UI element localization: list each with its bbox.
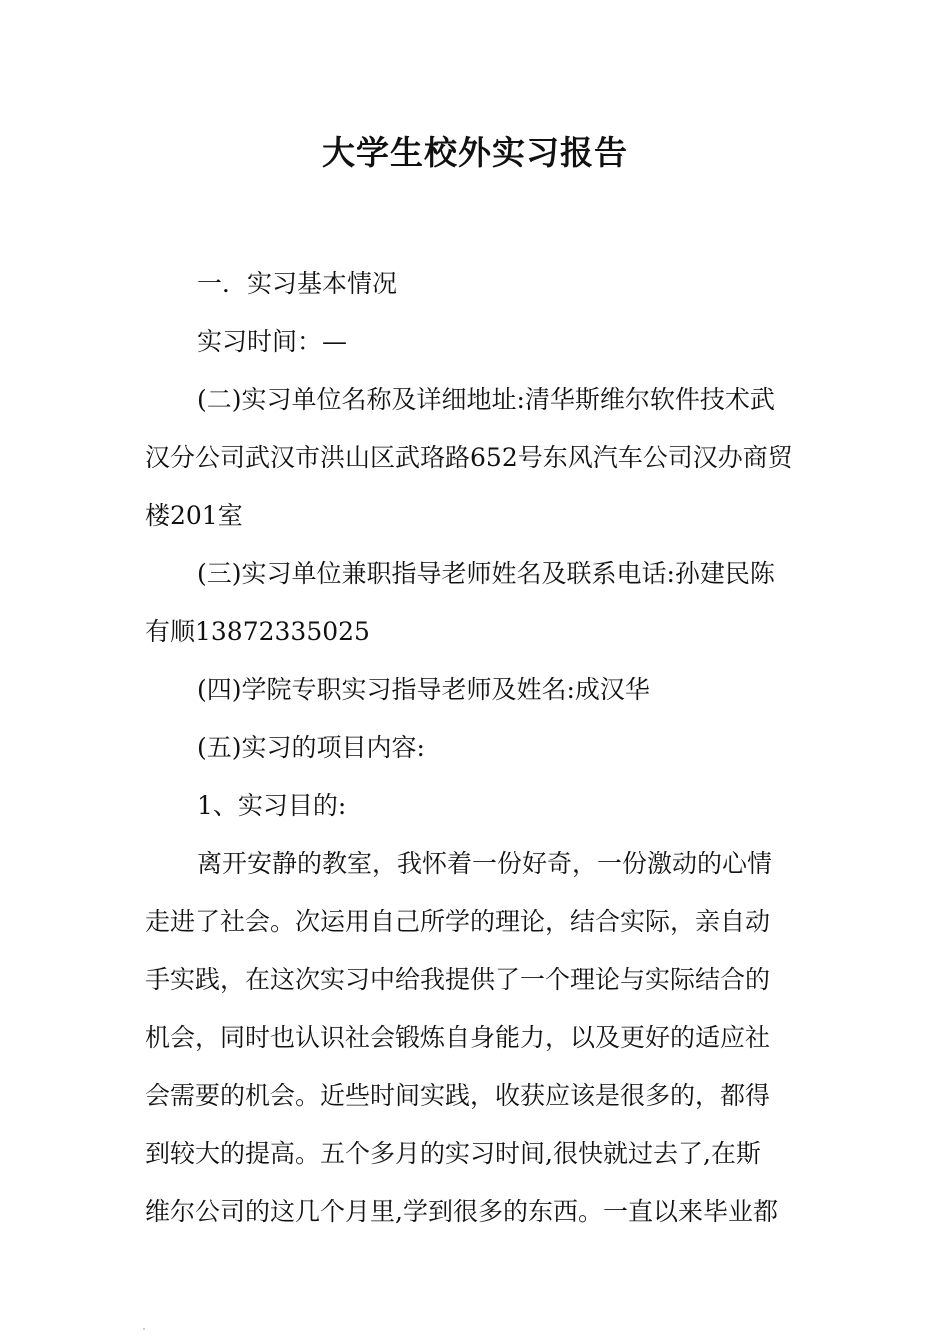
- unit-address-line-2: 汉分公司武汉市洪山区武珞路652号东风汽车公司汉办商贸: [145, 443, 793, 472]
- body-paragraph-line-6: 到较大的提高。五个多月的实习时间,很快就过去了,在斯: [145, 1139, 761, 1168]
- unit-address-line-3: 楼201室: [145, 501, 243, 530]
- page-dot-mark: [143, 1328, 145, 1330]
- body-paragraph-line-4: 机会，同时也认识社会锻炼自身能力，以及更好的适应社: [145, 1023, 771, 1052]
- internship-time: 实习时间：—: [197, 327, 348, 356]
- document-title: 大学生校外实习报告: [322, 133, 628, 172]
- document-body: [145, 255, 807, 1241]
- project-content-heading: (五)实习的项目内容:: [197, 733, 425, 762]
- body-paragraph-line-2: 走进了社会。次运用自己所学的理论，结合实际，亲自动: [145, 907, 771, 936]
- part-time-advisor-line-2: 有顺13872335025: [145, 617, 370, 646]
- body-paragraph-line-1: 离开安静的教室，我怀着一份好奇，一份激动的心情: [197, 849, 773, 878]
- body-paragraph-line-5: 会需要的机会。近些时间实践，收获应该是很多的，都得: [145, 1081, 771, 1110]
- body-paragraph-line-7: 维尔公司的这几个月里,学到很多的东西。一直以来毕业都: [145, 1197, 778, 1226]
- college-advisor: (四)学院专职实习指导老师及姓名:成汉华: [197, 675, 650, 704]
- purpose-heading: 1、实习目的:: [197, 791, 347, 820]
- part-time-advisor-line-1: (三)实习单位兼职指导老师姓名及联系电话:孙建民陈: [197, 559, 775, 588]
- section-heading-basic-info: 一．实习基本情况: [197, 269, 398, 298]
- body-paragraph-line-3: 手实践，在这次实习中给我提供了一个理论与实际结合的: [145, 965, 771, 994]
- unit-address-line-1: (二)实习单位名称及详细地址:清华斯维尔软件技术武: [197, 385, 775, 414]
